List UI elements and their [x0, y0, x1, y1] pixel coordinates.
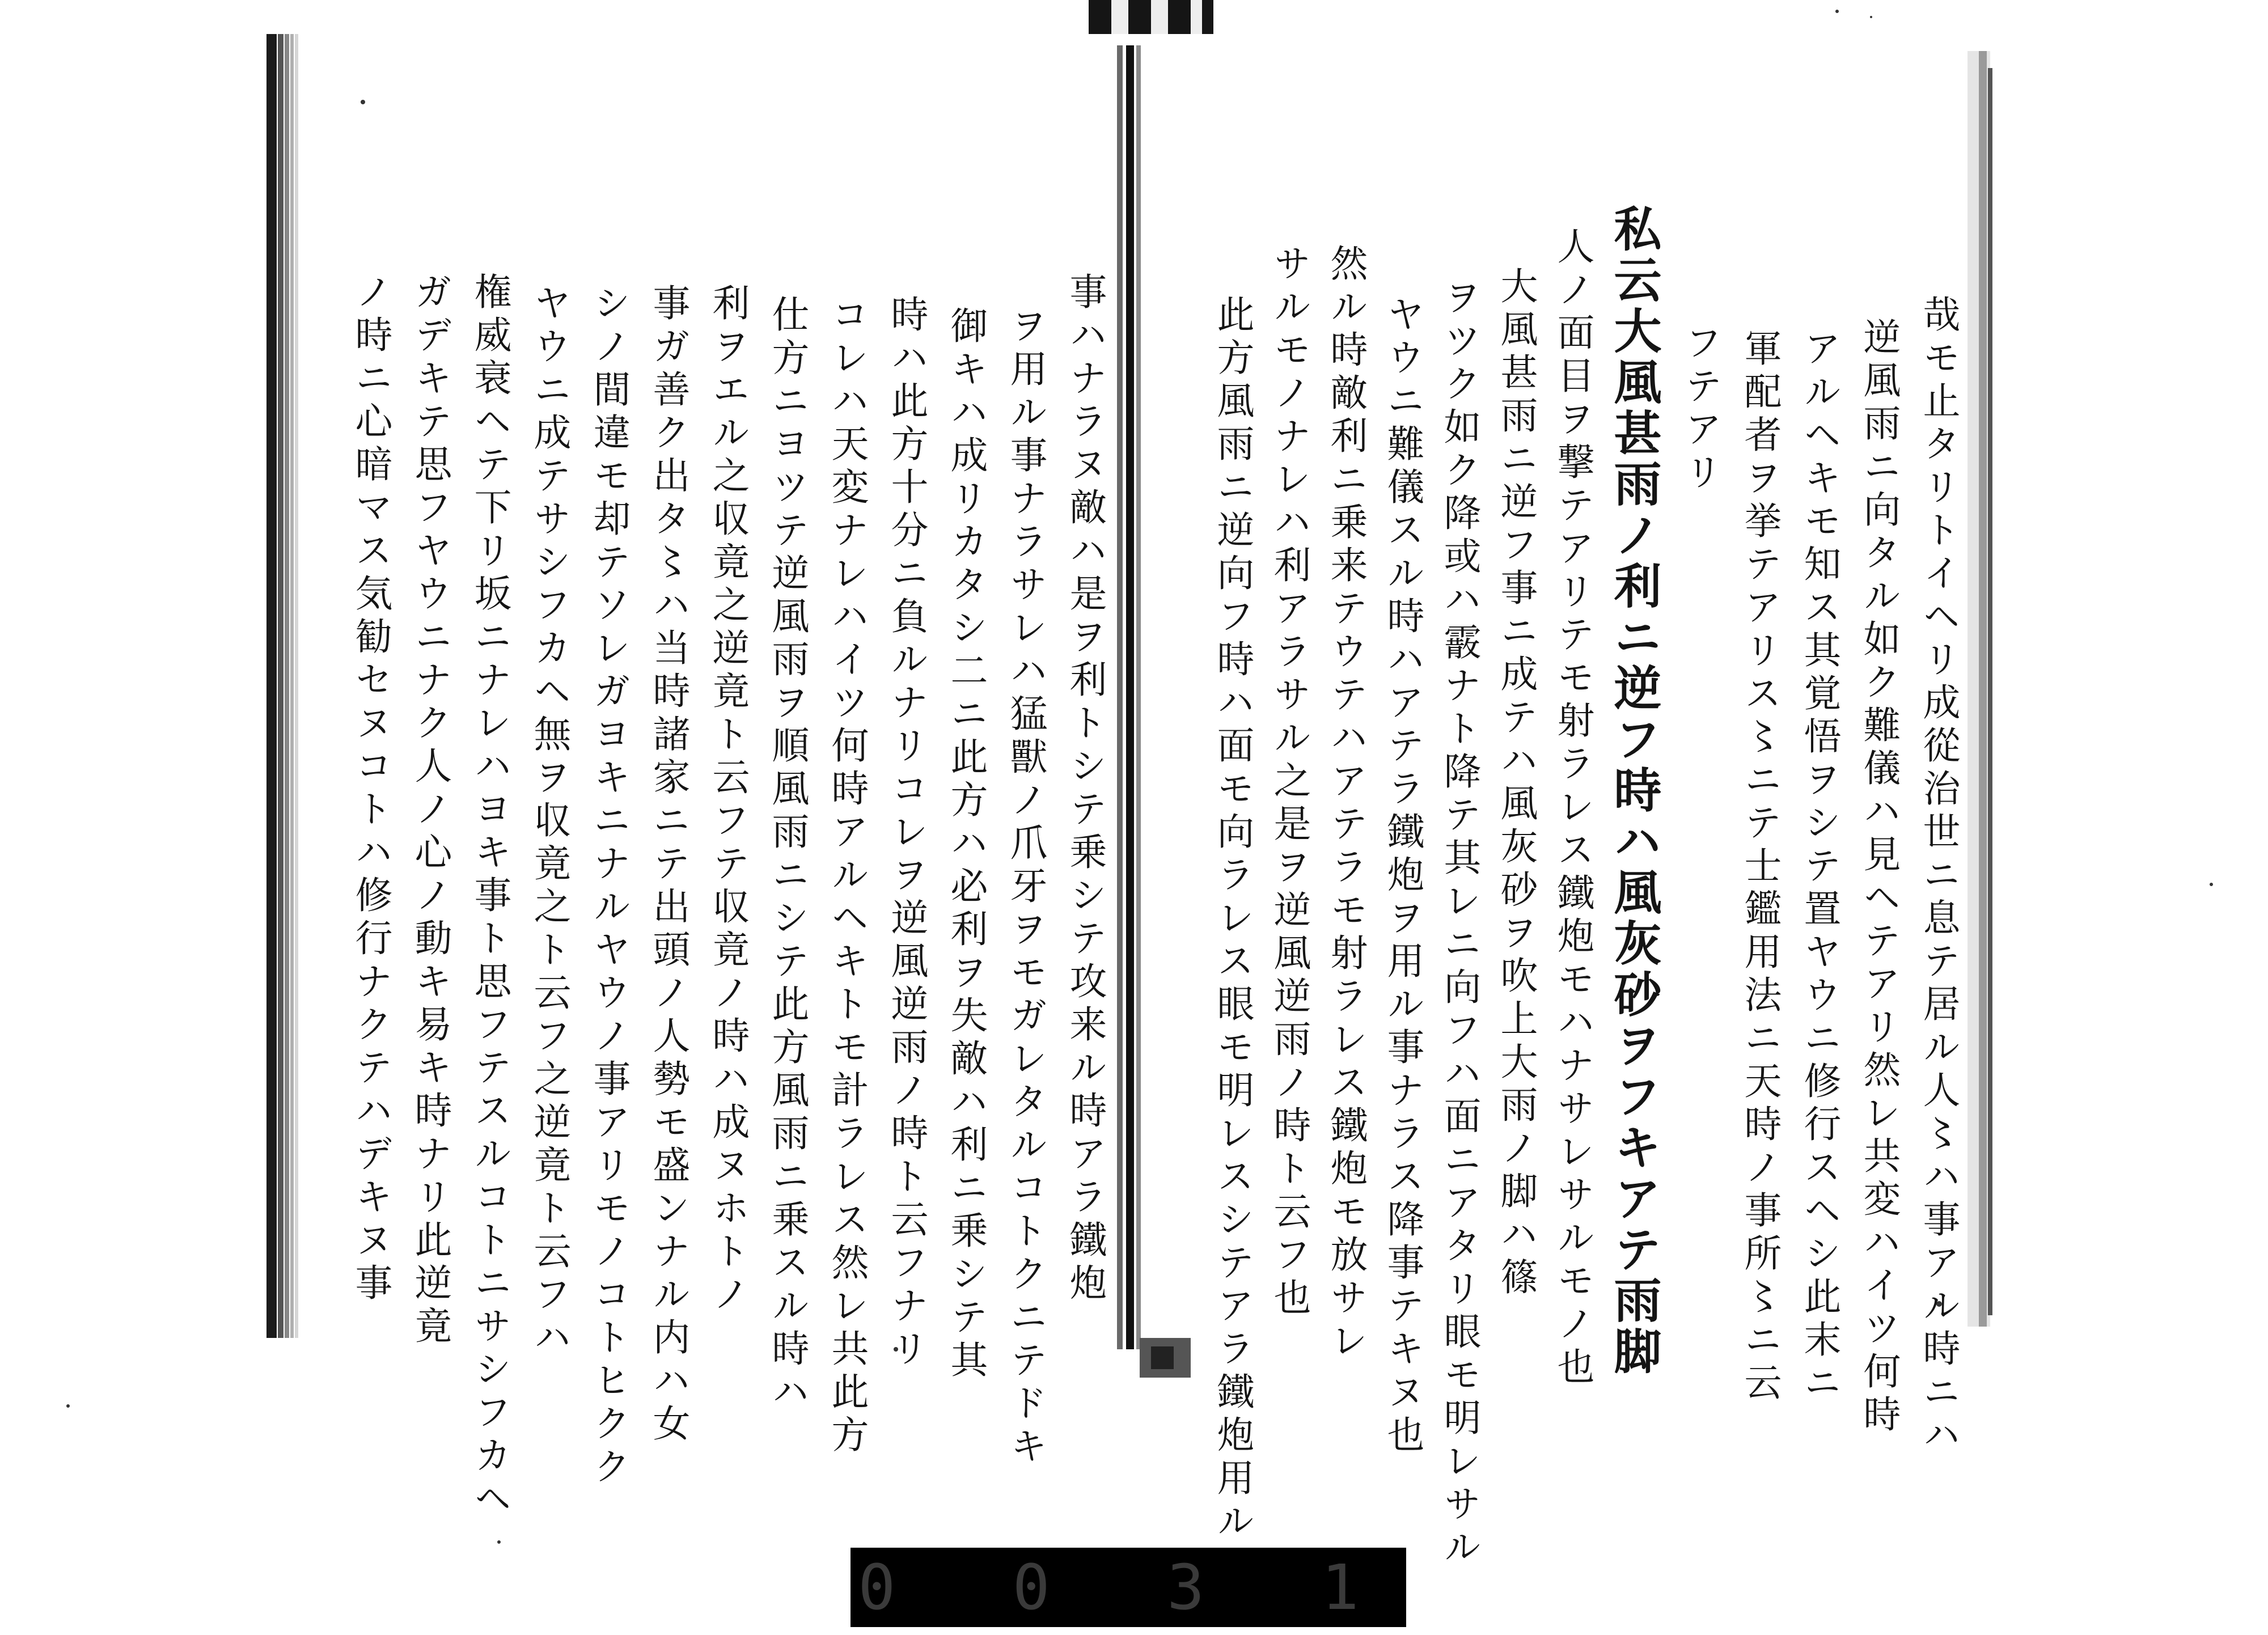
left-col-12: ガデキテ思フヤウニナク人ノ心ノ動キ易キ時ナリ此逆竟	[408, 272, 452, 1349]
right-col-3: アルヘキモ知ス其覚悟ヲシテ置ヤウニ修行スヘシ此末ニ	[1797, 329, 1841, 1406]
right-col-6: 私云大風甚雨ノ利ニ逆フ時ハ風灰砂ヲフキアテ雨脚	[1606, 204, 1662, 1378]
right-page-edge	[1967, 51, 1992, 1327]
left-col-5: コレハ天変ナレハイツ何時アルヘキトモ計ラレス然レ共此方	[825, 295, 869, 1458]
right-page	[1162, 0, 1962, 1570]
right-col-9: ヲツク如ク降或ハ霰ナト降テ其レニ向フハ面ニアタリ眼モ明レサル	[1437, 278, 1481, 1570]
left-col-3: 御キハ成リカタシ二ニ此方ハ必利ヲ失敵ハ利ニ乗シテ其	[944, 306, 988, 1383]
right-col-1: 哉モ止タリトイヘリ成從治世ニ息テ居ル人〻ハ事アル時ニハ	[1916, 295, 1960, 1458]
left-col-9: シノ間違モ却テソレガヨキニナルヤウノ事アリモノコトヒクク	[587, 283, 631, 1490]
frame-number-label: 0 0 3 1	[850, 1548, 1406, 1627]
left-col-10: ヤウニ成テサシフカヘ無ヲ収竟之ト云フ之逆竟ト云フハ	[527, 283, 571, 1361]
right-col-13: 此方風雨ニ逆向フ時ハ面モ向ラレス眼モ明レスシテアラ鐵炮用ル	[1211, 295, 1254, 1544]
left-col-8: 事ガ善ク出タ〻ハ当時諸家ニテ出頭ノ人勢モ盛ンナル内ハ女	[646, 283, 690, 1447]
center-gutter	[1117, 45, 1141, 1349]
left-col-11: 権威衰ヘテ下リ坂ニナレハヨキ事ト思フテスルコトニサシフカヘ	[468, 272, 511, 1522]
left-col-7: 利ヲエル之収竟之逆竟ト云フテ収竟ノ時ハ成ヌホトノ	[706, 283, 750, 1318]
right-col-5: フテアリ	[1678, 323, 1722, 495]
left-page-edge	[266, 34, 298, 1338]
left-col-6: 仕方ニヨツテ逆風雨ヲ順風雨ニシテ此方風雨ニ乗スル時ハ	[765, 295, 809, 1415]
right-col-2: 逆風雨ニ向タル如ク難儀ハ見ヘテアリ然レ共変ハイツ何時	[1857, 317, 1901, 1438]
right-col-4: 軍配者ヲ挙テアリス〻ニテ士鑑用法ニ天時ノ事所〻ニ云	[1738, 329, 1782, 1406]
right-col-7: 人ノ面目ヲ撃テアリテモ射ラレス鐵炮モハナサレサルモノ也	[1551, 227, 1594, 1390]
right-col-10: ヤウニ難儀スル時ハアテラ鐵炮ヲ用ル事ナラス降事テキヌ也	[1381, 295, 1424, 1458]
left-col-2: ヲ用ル事ナラサレハ猛獸ノ爪牙ヲモガレタルコトクニテドキ	[1004, 306, 1047, 1469]
left-col-4: 時ハ此方十分ニ負ルナリコレヲ逆風逆雨ノ時ト云フナリ	[885, 295, 928, 1372]
right-col-11: 然ル時敵利ニ乗来テウテハアテラモ射ラレス鐵炮モ放サレ	[1324, 244, 1368, 1364]
left-page	[306, 0, 1111, 1522]
left-col-13: ノ時ニ心暗マス気勧セヌコトハ修行ナクテハデキヌ事	[349, 272, 392, 1306]
left-col-1: 事ハナラヌ敵ハ是ヲ利トシテ乗シテ攻来ル時アラ鐵炮	[1063, 272, 1107, 1306]
right-col-12: サルモノナレハ利アラサル之是ヲ逆風逆雨ノ時ト云フ也	[1267, 244, 1311, 1321]
right-col-8: 大風甚雨ニ逆フ事ニ成テハ風灰砂ヲ吹上大雨ノ脚ハ篠	[1494, 266, 1538, 1301]
